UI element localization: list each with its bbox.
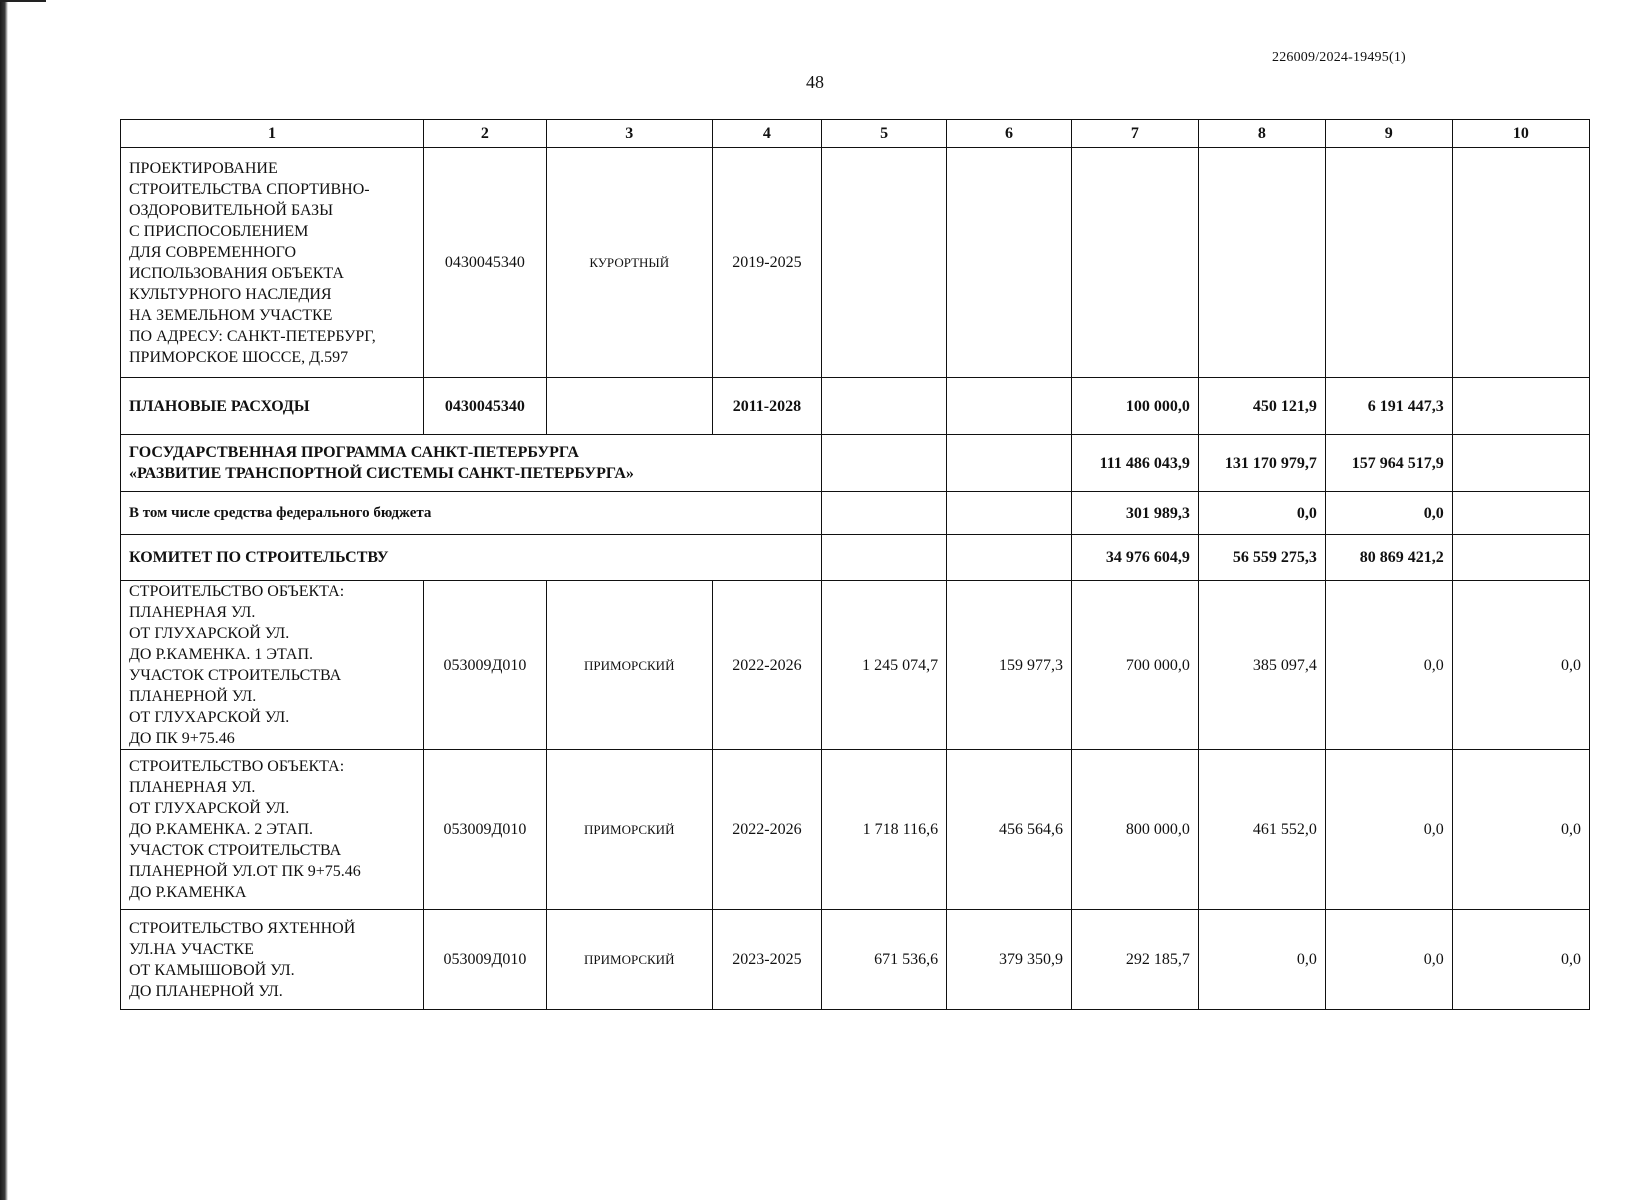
code-cell: 053009Д010 <box>424 910 547 1010</box>
empty-cell <box>822 148 947 378</box>
empty-cell <box>1452 535 1589 581</box>
empty-cell <box>822 535 947 581</box>
value-col9: 0,0 <box>1325 492 1452 535</box>
table-row-yacht-street <box>121 910 1590 1010</box>
value-col9: 0,0 <box>1325 750 1452 910</box>
period-cell: 2022-2026 <box>712 581 822 750</box>
value-col8: 385 097,4 <box>1198 581 1325 750</box>
header-cell: 7 <box>1071 120 1198 148</box>
table-row-construction-committee <box>121 535 1590 581</box>
empty-cell <box>822 435 947 492</box>
table-header-row <box>121 120 1590 148</box>
scan-edge-shadow <box>0 0 8 1200</box>
page-number: 48 <box>806 72 824 92</box>
federal-budget-label: В том числе средства федерального бюджета <box>121 492 822 535</box>
value-col9: 0,0 <box>1325 910 1452 1010</box>
header-cell: 6 <box>947 120 1072 148</box>
empty-cell <box>947 148 1072 378</box>
empty-cell <box>947 435 1072 492</box>
budget-table <box>120 119 1590 1010</box>
table-row-planned-expenses <box>121 378 1590 435</box>
object-name-cell: СТРОИТЕЛЬСТВО ОБЪЕКТА: ПЛАНЕРНАЯ УЛ. ОТ ГЛУХАРСКОЙ УЛ. ДО Р.КАМЕНКА. 1 ЭТАП. УЧАСТОК СТРОИТЕЛЬСТВА ПЛАНЕРНОЙ УЛ. ОТ ГЛУХАРСКОЙ УЛ. ДО ПК 9+75.46 <box>121 581 424 750</box>
empty-cell <box>546 378 712 435</box>
scan-corner-mark <box>0 0 46 2</box>
table-row-stage-1 <box>121 581 1590 750</box>
table-row-state-program <box>121 435 1590 492</box>
empty-cell <box>947 378 1072 435</box>
value-col6: 379 350,9 <box>947 910 1072 1010</box>
value-col7: 34 976 604,9 <box>1071 535 1198 581</box>
object-name-cell: СТРОИТЕЛЬСТВО ЯХТЕННОЙ УЛ.НА УЧАСТКЕ ОТ КАМЫШОВОЙ УЛ. ДО ПЛАНЕРНОЙ УЛ. <box>121 910 424 1010</box>
document-id: 226009/2024-19495(1) <box>1272 50 1406 65</box>
code-cell: 0430045340 <box>424 148 547 378</box>
period-cell: 2023-2025 <box>712 910 822 1010</box>
empty-cell <box>822 378 947 435</box>
header-cell: 2 <box>424 120 547 148</box>
committee-label: КОМИТЕТ ПО СТРОИТЕЛЬСТВУ <box>121 535 822 581</box>
empty-cell <box>822 492 947 535</box>
value-col6: 159 977,3 <box>947 581 1072 750</box>
table-row-stage-2 <box>121 750 1590 910</box>
value-col5: 1 718 116,6 <box>822 750 947 910</box>
empty-cell <box>1452 492 1589 535</box>
value-col9: 80 869 421,2 <box>1325 535 1452 581</box>
empty-cell <box>1452 378 1589 435</box>
empty-cell <box>947 535 1072 581</box>
value-col10: 0,0 <box>1452 750 1589 910</box>
value-col9: 157 964 517,9 <box>1325 435 1452 492</box>
empty-cell <box>1071 148 1198 378</box>
table-row-federal-budget <box>121 492 1590 535</box>
value-col8: 461 552,0 <box>1198 750 1325 910</box>
empty-cell <box>1452 435 1589 492</box>
header-cell: 3 <box>546 120 712 148</box>
object-name-cell: СТРОИТЕЛЬСТВО ОБЪЕКТА: ПЛАНЕРНАЯ УЛ. ОТ ГЛУХАРСКОЙ УЛ. ДО Р.КАМЕНКА. 2 ЭТАП. УЧАСТОК СТРОИТЕЛЬСТВА ПЛАНЕРНОЙ УЛ.ОТ ПК 9+75.46 ДО Р.КАМЕНКА <box>121 750 424 910</box>
value-col8: 0,0 <box>1198 910 1325 1010</box>
empty-cell <box>1198 148 1325 378</box>
code-cell: 053009Д010 <box>424 581 547 750</box>
value-col7: 111 486 043,9 <box>1071 435 1198 492</box>
value-col7: 292 185,7 <box>1071 910 1198 1010</box>
header-cell: 1 <box>121 120 424 148</box>
value-col7: 800 000,0 <box>1071 750 1198 910</box>
period-cell: 2019-2025 <box>712 148 822 378</box>
district-cell: ПРИМОРСКИЙ <box>546 750 712 910</box>
value-col10: 0,0 <box>1452 581 1589 750</box>
value-col9: 6 191 447,3 <box>1325 378 1452 435</box>
value-col6: 456 564,6 <box>947 750 1072 910</box>
header-cell: 10 <box>1452 120 1589 148</box>
value-col5: 671 536,6 <box>822 910 947 1010</box>
state-program-title: ГОСУДАРСТВЕННАЯ ПРОГРАММА САНКТ-ПЕТЕРБУРГА «РАЗВИТИЕ ТРАНСПОРТНОЙ СИСТЕМЫ САНКТ-ПЕТЕРБУРГА» <box>121 435 822 492</box>
header-cell: 4 <box>712 120 822 148</box>
empty-cell <box>1452 148 1589 378</box>
header-cell: 8 <box>1198 120 1325 148</box>
code-cell: 053009Д010 <box>424 750 547 910</box>
planned-expenses-label: ПЛАНОВЫЕ РАСХОДЫ <box>121 378 424 435</box>
empty-cell <box>947 492 1072 535</box>
value-col8: 131 170 979,7 <box>1198 435 1325 492</box>
period-cell: 2022-2026 <box>712 750 822 910</box>
value-col7: 301 989,3 <box>1071 492 1198 535</box>
period-cell: 2011-2028 <box>712 378 822 435</box>
value-col10: 0,0 <box>1452 910 1589 1010</box>
value-col8: 450 121,9 <box>1198 378 1325 435</box>
value-col7: 100 000,0 <box>1071 378 1198 435</box>
value-col8: 0,0 <box>1198 492 1325 535</box>
value-col7: 700 000,0 <box>1071 581 1198 750</box>
table-row-sport-base <box>121 148 1590 378</box>
header-cell: 5 <box>822 120 947 148</box>
value-col8: 56 559 275,3 <box>1198 535 1325 581</box>
value-col9: 0,0 <box>1325 581 1452 750</box>
value-col5: 1 245 074,7 <box>822 581 947 750</box>
empty-cell <box>1325 148 1452 378</box>
object-name-cell: ПРОЕКТИРОВАНИЕ СТРОИТЕЛЬСТВА СПОРТИВНО- ОЗДОРОВИТЕЛЬНОЙ БАЗЫ С ПРИСПОСОБЛЕНИЕМ ДЛЯ СОВРЕМЕННОГО ИСПОЛЬЗОВАНИЯ ОБЪЕКТА КУЛЬТУРНОГО НАСЛЕДИЯ НА ЗЕМЕЛЬНОМ УЧАСТКЕ ПО АДРЕСУ: САНКТ-ПЕТЕРБУРГ, ПРИМОРСКОЕ ШОССЕ, Д.597 <box>121 148 424 378</box>
code-cell: 0430045340 <box>424 378 547 435</box>
district-cell: КУРОРТНЫЙ <box>546 148 712 378</box>
district-cell: ПРИМОРСКИЙ <box>546 910 712 1010</box>
district-cell: ПРИМОРСКИЙ <box>546 581 712 750</box>
header-cell: 9 <box>1325 120 1452 148</box>
